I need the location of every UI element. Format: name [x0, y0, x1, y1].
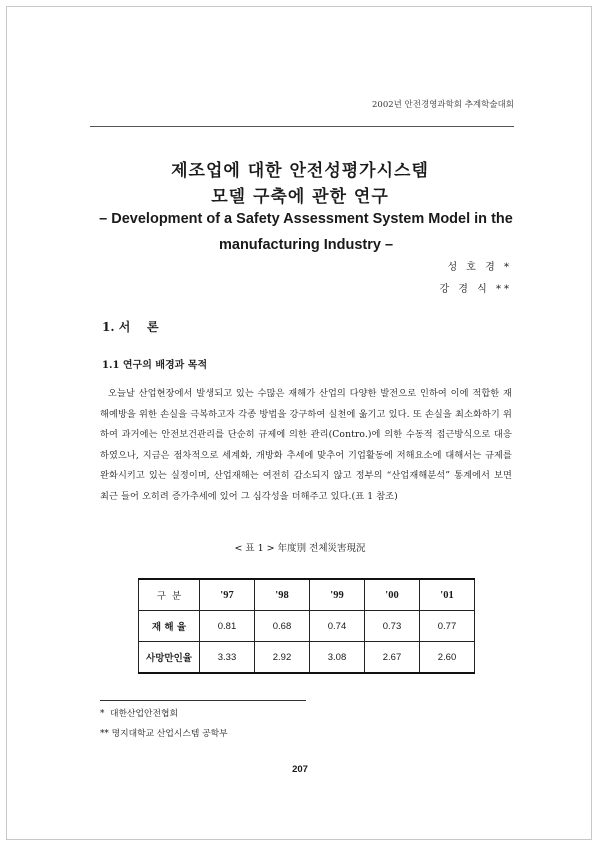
table-row-label: 사망만인율 — [139, 642, 200, 674]
table-row — [139, 642, 475, 674]
author-name: 성 호 경 — [447, 262, 498, 273]
footnote-mark: ** — [100, 729, 109, 739]
footnote-2 — [100, 726, 228, 739]
table-cell: 3.33 — [200, 642, 255, 674]
table-year: '00 — [365, 579, 420, 611]
title-english: – Development of a Safety Assessment System Model in the manufacturing Industry – — [99, 211, 513, 253]
body-paragraph: 오늘날 산업현장에서 발생되고 있는 수많은 재해가 산업의 다양한 발전으로 인하여 이에 적합한 재해예방을 위한 손실을 극복하고자 각종 방법을 강구하여 실천에 옮기고 있다. 또 손실을 최소화하기 위하여 과거에는 안전보건관리를 단순히 규제에 의한 관리(Contro.)에 의한 수동적 접근방식으로 대응하였으나, 지금은 점차적으로 세계화, 개방화 추세에 맞추어 기업활동에 저해요소에 대해서는 규제를 완화시키고 있는 실정이며, 산업재해는 여전히 감소되지 않고 정부의 “산업재해분석” 통계에서 보면 최근 들어 오히려 증가추세에 있어 그 심각성을 더해주고 있다.(표 1 참조) — [100, 388, 512, 502]
table-year: '99 — [310, 579, 365, 611]
footnote-mark: * — [100, 709, 105, 719]
table-cell: 0.74 — [310, 611, 365, 642]
author-mark: * — [504, 262, 512, 273]
table-year: '01 — [420, 579, 475, 611]
table-row-label: 재 해 율 — [139, 611, 200, 642]
running-header: 2002년 안전경영과학회 추계학술대회 — [372, 100, 514, 110]
author-name: 강 경 식 — [439, 284, 490, 295]
section-heading: 1. 서 론 — [102, 320, 159, 334]
table-year: '97 — [200, 579, 255, 611]
table-cell: 2.60 — [420, 642, 475, 674]
title-korean-line-1: 제조업에 대한 안전성평가시스템 — [171, 161, 429, 181]
table-cell: 2.67 — [365, 642, 420, 674]
data-table — [138, 578, 475, 674]
author-mark: ** — [496, 284, 512, 295]
title-korean-line-2: 모델 구축에 관한 연구 — [211, 187, 389, 207]
table-caption: < 표 1 > 年度別 전체災害現況 — [234, 543, 366, 554]
subsection-heading: 1.1 연구의 배경과 목적 — [102, 360, 208, 371]
footnote-text: 명지대학교 산업시스템 공학부 — [111, 729, 228, 739]
table-cell: 0.81 — [200, 611, 255, 642]
author-1 — [447, 258, 512, 273]
footnote-1 — [100, 706, 178, 719]
table-cell: 0.68 — [255, 611, 310, 642]
author-2 — [439, 280, 512, 295]
table-cell: 2.92 — [255, 642, 310, 674]
header-rule — [90, 126, 514, 127]
table-header-label: 구 분 — [139, 579, 200, 611]
table-header-row — [139, 579, 475, 611]
table-cell: 0.73 — [365, 611, 420, 642]
table-cell: 3.08 — [310, 642, 365, 674]
table-row — [139, 611, 475, 642]
page-number: 207 — [292, 764, 308, 775]
table-year: '98 — [255, 579, 310, 611]
footnote-rule — [100, 700, 306, 701]
footnote-text: 대한산업안전협회 — [110, 709, 178, 719]
table-cell: 0.77 — [420, 611, 475, 642]
